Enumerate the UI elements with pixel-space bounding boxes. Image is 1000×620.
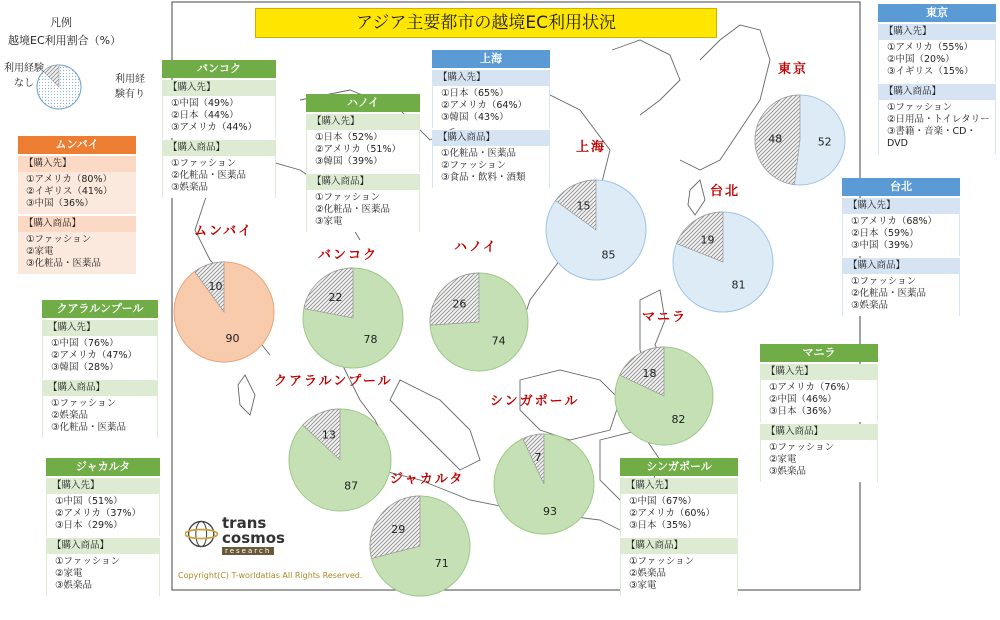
city-label-bangkok: バンコク <box>318 248 379 263</box>
list-item: ②家電 <box>769 454 797 465</box>
city-label-mumbai: ムンバイ <box>194 224 254 239</box>
list-item: ①アメリカ（76%） <box>769 382 855 393</box>
city-label-jakarta: ジャカルタ <box>390 472 465 487</box>
pie-label-none-2: 19 <box>700 233 715 247</box>
list-item: ③娯楽品 <box>171 182 209 193</box>
panel-prod-label: 【購入商品】 <box>162 140 276 156</box>
pie-label-none-4: 22 <box>328 290 343 304</box>
list-item: ③娯楽品 <box>55 580 93 591</box>
panel-prod-label: 【購入商品】 <box>42 380 158 396</box>
list-item: ①ファッション <box>26 234 92 245</box>
list-item: ①日本（65%） <box>441 88 509 99</box>
list-item: ③アメリカ（44%） <box>171 122 257 133</box>
pie-label-used-4: 78 <box>363 333 378 347</box>
pie-label-used-6: 82 <box>671 412 686 426</box>
list-item: ②中国（46%） <box>769 394 837 405</box>
list-item: ②娯楽品 <box>51 410 89 421</box>
panel-buy-label: 【購入先】 <box>306 114 420 130</box>
panel-prod-label: 【購入商品】 <box>306 174 420 190</box>
city-label-shanghai: 上海 <box>576 140 607 155</box>
list-item: ③家電 <box>629 580 657 591</box>
panel-taipei <box>842 178 960 316</box>
list-item: ②アメリカ（51%） <box>315 144 401 155</box>
panel-title: マニラ <box>760 344 878 362</box>
pie-label-used-0: 52 <box>817 135 832 149</box>
list-item: ①中国（49%） <box>171 98 239 109</box>
panel-kl <box>42 300 158 438</box>
list-item: ①化粧品・医薬品 <box>441 148 517 159</box>
logo-text-3: research <box>222 547 274 555</box>
list-item: ①ファッション <box>851 276 917 287</box>
list-item: ③食品・飲料・酒類 <box>441 172 526 183</box>
panel-title: バンコク <box>162 60 276 78</box>
panel-title: 上海 <box>432 50 550 68</box>
list-item: ②家電 <box>26 246 54 257</box>
pie-label-none-5: 10 <box>208 279 223 293</box>
panel-title: 東京 <box>878 4 996 22</box>
panel-buy-label: 【購入先】 <box>18 156 136 172</box>
pie-label-used-7: 87 <box>344 479 359 493</box>
panel-buy-label: 【購入先】 <box>46 478 160 494</box>
list-item: DVD <box>887 138 908 149</box>
list-item: ③韓国（43%） <box>441 112 509 123</box>
list-item: ③日本（36%） <box>769 406 837 417</box>
list-item: ③韓国（28%） <box>51 362 119 373</box>
list-item: ①アメリカ（80%） <box>26 174 112 185</box>
panel-tokyo <box>878 4 996 154</box>
list-item: ①ファッション <box>887 102 953 113</box>
city-label-taipei: 台北 <box>710 184 741 199</box>
list-item: ①中国（51%） <box>55 496 123 507</box>
panel-title: ハノイ <box>306 94 420 112</box>
list-item: ②アメリカ（64%） <box>441 100 527 111</box>
pie-label-used-3: 74 <box>491 334 506 348</box>
list-item: ①中国（76%） <box>51 338 119 349</box>
list-item: ②イギリス（41%） <box>26 186 113 197</box>
list-item: ②日本（44%） <box>171 110 239 121</box>
list-item: ③娯楽品 <box>769 466 807 477</box>
list-item: ②日用品・トイレタリー <box>887 114 990 125</box>
pie-label-none-1: 15 <box>576 199 591 213</box>
panel-mumbai <box>18 136 136 274</box>
legend-title: 凡例 <box>50 16 72 29</box>
list-item: ③化粧品・医薬品 <box>51 422 127 433</box>
list-item: ①ファッション <box>51 398 117 409</box>
panel-prod-label: 【購入商品】 <box>760 424 878 440</box>
panel-bangkok <box>162 60 276 198</box>
list-item: ③家電 <box>315 216 343 227</box>
panel-prod-label: 【購入商品】 <box>842 258 960 274</box>
legend-label-none-2: なし <box>14 78 34 89</box>
panel-prod-label: 【購入商品】 <box>18 216 136 232</box>
panel-shanghai <box>432 50 550 188</box>
list-item: ②中国（20%） <box>887 54 955 65</box>
pie-label-used-5: 90 <box>225 332 240 346</box>
list-item: ①ファッション <box>769 442 835 453</box>
city-label-hanoi: ハノイ <box>454 240 498 255</box>
list-item: ①ファッション <box>55 556 121 567</box>
list-item: ②日本（59%） <box>851 228 919 239</box>
legend-label-none-1: 利用経験 <box>4 63 44 74</box>
list-item: ③日本（35%） <box>629 520 697 531</box>
logo-text-2: cosmos <box>222 529 285 547</box>
list-item: ②家電 <box>55 568 83 579</box>
list-item: ①ファッション <box>171 158 237 169</box>
list-item: ③書籍・音楽・CD・ <box>887 126 976 137</box>
list-item: ②アメリカ（37%） <box>55 508 141 519</box>
panel-buy-label: 【購入先】 <box>432 70 550 86</box>
logo-text-1: trans <box>222 514 267 532</box>
panel-hanoi <box>306 94 420 232</box>
pie-label-none-0: 48 <box>768 132 783 146</box>
copyright-text: Copyright(C) T-worldatlas All Rights Reserved. <box>178 571 363 580</box>
list-item: ①ファッション <box>629 556 695 567</box>
page-title: アジア主要都市の越境EC利用状況 <box>255 8 717 38</box>
panel-singapore <box>620 458 738 596</box>
panel-prod-label: 【購入商品】 <box>432 130 550 146</box>
panel-title: クアラルンプール <box>42 300 158 318</box>
list-item: ①中国（67%） <box>629 496 697 507</box>
list-item: ②娯楽品 <box>629 568 667 579</box>
list-item: ①アメリカ（68%） <box>851 216 937 227</box>
panel-buy-label: 【購入先】 <box>760 364 878 380</box>
panel-jakarta <box>46 458 160 596</box>
panel-buy-label: 【購入先】 <box>620 478 738 494</box>
pie-label-none-7: 13 <box>321 428 336 442</box>
panel-prod-label: 【購入商品】 <box>878 84 996 100</box>
pie-label-used-8: 93 <box>542 504 557 518</box>
city-label-kl: クアラルンプール <box>274 374 393 389</box>
list-item: ③娯楽品 <box>851 300 889 311</box>
pie-label-used-1: 85 <box>601 248 616 262</box>
pie-label-used-9: 71 <box>434 556 449 570</box>
pie-label-used-2: 81 <box>731 278 746 292</box>
legend-label-used-1: 利用経 <box>115 74 145 85</box>
panel-prod-label: 【購入商品】 <box>46 538 160 554</box>
pie-label-none-6: 18 <box>642 367 657 381</box>
list-item: ②アメリカ（60%） <box>629 508 715 519</box>
panel-title: 台北 <box>842 178 960 196</box>
panel-prod-label: 【購入商品】 <box>620 538 738 554</box>
panel-title: ジャカルタ <box>46 458 160 476</box>
legend-subtitle: 越境EC利用割合（%） <box>8 34 122 47</box>
list-item: ①ファッション <box>315 192 381 203</box>
city-label-tokyo: 東京 <box>778 62 809 77</box>
panel-buy-label: 【購入先】 <box>162 80 276 96</box>
pie-label-none-3: 26 <box>452 297 467 311</box>
city-label-singapore: シンガポール <box>490 394 580 409</box>
globe-icon <box>185 516 221 552</box>
list-item: ②化粧品・医薬品 <box>171 170 247 181</box>
panel-title: ムンバイ <box>18 136 136 154</box>
legend-label-used-2: 験有り <box>115 89 145 100</box>
list-item: ③韓国（39%） <box>315 156 383 167</box>
list-item: ③イギリス（15%） <box>887 66 974 77</box>
list-item: ③化粧品・医薬品 <box>26 258 102 269</box>
list-item: ②アメリカ（47%） <box>51 350 137 361</box>
pie-label-none-9: 29 <box>391 523 406 537</box>
pie-label-none-8: 7 <box>534 451 542 465</box>
list-item: ③中国（39%） <box>851 240 919 251</box>
list-item: ②ファッション <box>441 160 507 171</box>
city-label-manila: マニラ <box>642 310 688 325</box>
list-item: ③日本（29%） <box>55 520 123 531</box>
panel-buy-label: 【購入先】 <box>42 320 158 336</box>
list-item: ②化粧品・医薬品 <box>315 204 391 215</box>
panel-buy-label: 【購入先】 <box>878 24 996 40</box>
panel-manila <box>760 344 878 482</box>
panel-buy-label: 【購入先】 <box>842 198 960 214</box>
panel-title: シンガポール <box>620 458 738 476</box>
list-item: ①日本（52%） <box>315 132 383 143</box>
list-item: ①アメリカ（55%） <box>887 42 973 53</box>
list-item: ②化粧品・医薬品 <box>851 288 927 299</box>
list-item: ③中国（36%） <box>26 198 94 209</box>
